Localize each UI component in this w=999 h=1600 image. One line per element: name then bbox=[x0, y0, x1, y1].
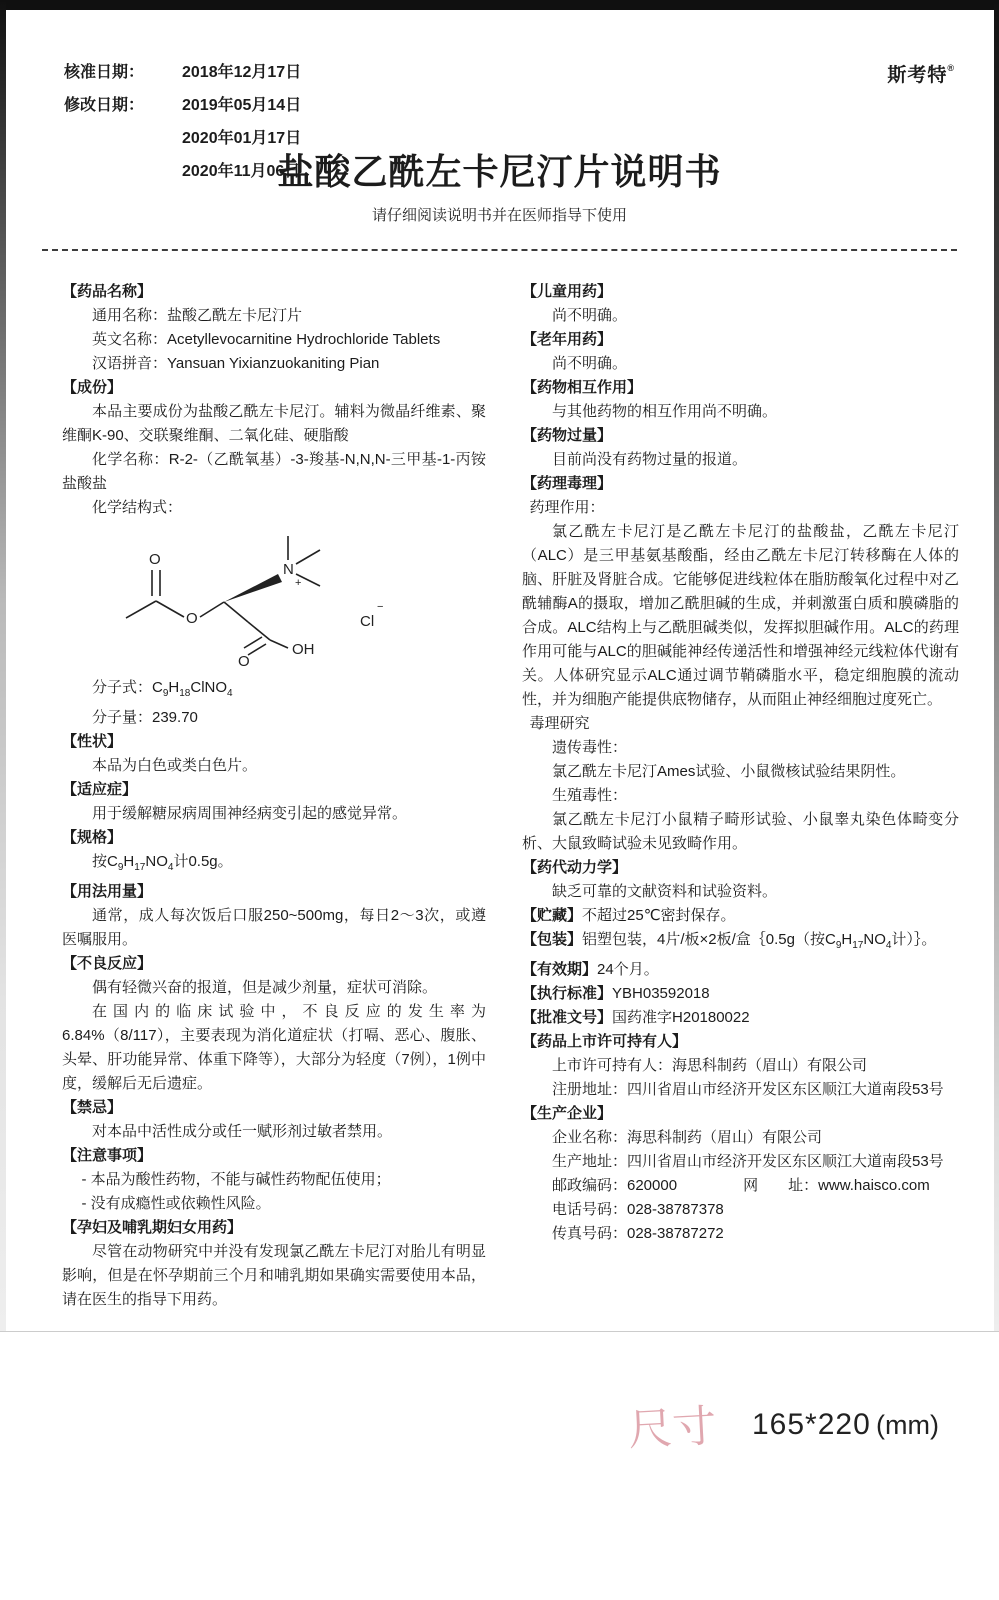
brand-logo bbox=[887, 60, 955, 87]
section-heading: 【药物相互作用】 bbox=[522, 379, 643, 396]
formula-subscript: 4 bbox=[167, 862, 174, 873]
page-subtitle: 请仔细阅读说明书并在医师指导下使用 bbox=[371, 207, 627, 224]
formula-subscript: 17 bbox=[134, 862, 146, 873]
paragraph: 汉语拼音：Yansuan Yixianzuokaniting Pian bbox=[92, 355, 380, 372]
formula-text: 计）｝。 bbox=[891, 931, 937, 948]
date-label: 修改日期： bbox=[64, 97, 145, 114]
atom-label-acid-o: O bbox=[238, 653, 250, 670]
paragraph: 遗传毒性： bbox=[552, 739, 628, 756]
paragraph: 分子量：239.70 bbox=[92, 709, 198, 726]
left-column bbox=[62, 280, 486, 1312]
formula-line bbox=[62, 850, 486, 880]
page-title: 盐酸乙酰左卡尼汀片说明书 bbox=[277, 151, 722, 192]
section-heading: 【生产企业】 bbox=[522, 1105, 613, 1122]
section-heading: 【禁忌】 bbox=[62, 1099, 123, 1116]
atom-label-cl: Cl bbox=[360, 613, 375, 630]
page-border-bottom bbox=[0, 1331, 999, 1332]
section-heading: 【老年用药】 bbox=[522, 331, 613, 348]
section-heading: 【药理毒理】 bbox=[522, 475, 613, 492]
date-value: 2018年12月17日 bbox=[182, 64, 302, 81]
section-heading: 【孕妇及哺乳期妇女用药】 bbox=[62, 1219, 243, 1236]
inline-heading-line bbox=[522, 1006, 959, 1030]
note-list-item: - 没有成瘾性或依赖性风险。 bbox=[81, 1195, 271, 1212]
paragraph: 传真号码：028-38787272 bbox=[552, 1225, 724, 1242]
paragraph: 氯乙酰左卡尼汀Ames试验、小鼠微核试验结果阴性。 bbox=[552, 763, 906, 780]
paragraph: 对本品中活性成分或任一赋形剂过敏者禁用。 bbox=[92, 1123, 393, 1140]
sub-heading: 药理作用： bbox=[529, 499, 605, 516]
sub-heading: 毒理研究 bbox=[529, 715, 590, 732]
formula-subscript: 9 bbox=[117, 862, 124, 873]
line-part: 邮政编码：620000 bbox=[552, 1177, 678, 1194]
right-column bbox=[522, 280, 959, 1312]
section-heading: 【不良反应】 bbox=[62, 955, 153, 972]
formula-text: ClNO bbox=[190, 679, 228, 696]
paragraph: 通常，成人每次饭后口服250~500mg，每日2～3次，或遵医嘱服用。 bbox=[62, 907, 486, 948]
atom-charge-minus: − bbox=[377, 601, 384, 613]
paragraph: 尚不明确。 bbox=[552, 355, 628, 372]
paragraph: 化学结构式： bbox=[92, 499, 183, 516]
date-value: 2020年11月06日 bbox=[182, 163, 301, 180]
section-heading: 【成份】 bbox=[62, 379, 123, 396]
paragraph: 目前尚没有药物过量的报道。 bbox=[552, 451, 748, 468]
paragraph: 在国内的临床试验中，不良反应的发生率为6.84%（8/117），主要表现为消化道症状（打嗝、恶心、腹胀、头晕、肝功能异常、体重下降等），大部分为轻度（7例），1例中度，缓解后无后遗症。 bbox=[62, 1003, 486, 1092]
paragraph: 与其他药物的相互作用尚不明确。 bbox=[552, 403, 778, 420]
section-heading: 【药品上市许可持有人】 bbox=[522, 1033, 688, 1050]
body-columns bbox=[0, 268, 999, 1312]
section-heading: 【注意事项】 bbox=[62, 1147, 153, 1164]
formula-text: 铝塑包装，4片/板×2板/盒｛0.5g（按C bbox=[582, 931, 836, 948]
paragraph: 尚不明确。 bbox=[552, 307, 628, 324]
date-value: 2019年05月14日 bbox=[182, 97, 302, 114]
paragraph: 生殖毒性： bbox=[552, 787, 628, 804]
dashed-divider bbox=[42, 249, 957, 251]
formula-text: H bbox=[841, 931, 853, 948]
formula-text: 按C bbox=[92, 853, 118, 870]
paragraph: 本品主要成份为盐酸乙酰左卡尼汀。辅料为微晶纤维素、聚维酮K-90、交联聚维酮、二氧化硅、硬脂酸 bbox=[62, 403, 486, 444]
paragraph: 氯乙酰左卡尼汀小鼠精子畸形试验、小鼠睾丸染色体畸变分析、大鼠致畸试验未见致畸作用。 bbox=[522, 811, 959, 852]
formula-text: H bbox=[123, 853, 135, 870]
paragraph: 上市许可持有人：海思科制药（眉山）有限公司 bbox=[552, 1057, 868, 1074]
inline-heading: 【包装】 bbox=[522, 931, 583, 948]
formula-subscript: 17 bbox=[852, 940, 864, 951]
inline-text: 国药准字H20180022 bbox=[612, 1009, 750, 1026]
two-part-line bbox=[522, 1174, 959, 1198]
inline-text: YBH03592018 bbox=[612, 985, 710, 1002]
formula-subscript: 9 bbox=[162, 688, 169, 699]
inline-heading-line bbox=[522, 904, 959, 928]
formula-text: 分子式：C bbox=[92, 679, 163, 696]
paragraph: 本品为白色或类白色片。 bbox=[92, 757, 258, 774]
paragraph: 尽管在动物研究中并没有发现氯乙酰左卡尼汀对胎儿有明显影响，但是在怀孕期前三个月和哺乳期如果确实需要使用本品，请在医生的指导下用药。 bbox=[62, 1243, 486, 1308]
paragraph: 化学名称：R-2-（乙酰氧基）-3-羧基-N,N,N-三甲基-1-丙铵盐酸盐 bbox=[62, 451, 486, 492]
inline-heading: 【执行标准】 bbox=[522, 985, 613, 1002]
paragraph: 偶有轻微兴奋的报道，但是减少剂量，症状可消除。 bbox=[92, 979, 438, 996]
chemical-structure bbox=[92, 522, 486, 674]
paragraph: 通用名称：盐酸乙酰左卡尼汀片 bbox=[92, 307, 303, 324]
section-heading: 【用法用量】 bbox=[62, 883, 153, 900]
inline-heading-line bbox=[522, 928, 959, 958]
formula-subscript: 18 bbox=[179, 688, 191, 699]
inline-text: 24个月。 bbox=[597, 961, 659, 978]
line-part: 网 址：www.haisco.com bbox=[743, 1177, 930, 1194]
inline-heading: 【贮藏】 bbox=[522, 907, 583, 924]
section-heading: 【性状】 bbox=[62, 733, 123, 750]
note-list-item: - 本品为酸性药物，不能与碱性药物配伍使用； bbox=[81, 1171, 391, 1188]
date-label: 核准日期： bbox=[64, 64, 145, 81]
section-heading: 【儿童用药】 bbox=[522, 283, 613, 300]
formula-subscript: 4 bbox=[227, 688, 233, 699]
inline-heading-line bbox=[522, 982, 959, 1006]
handwritten-size-label: 尺寸 bbox=[627, 1401, 718, 1456]
formula-text: NO bbox=[145, 853, 168, 870]
inline-heading-line bbox=[522, 958, 959, 982]
header bbox=[0, 0, 999, 268]
section-heading: 【适应症】 bbox=[62, 781, 138, 798]
brand-name: 斯考特 bbox=[887, 65, 948, 86]
date-value: 2020年01月17日 bbox=[182, 130, 302, 147]
section-heading: 【药品名称】 bbox=[62, 283, 153, 300]
formula-text: NO bbox=[863, 931, 886, 948]
atom-label-ester-o: O bbox=[186, 610, 198, 627]
formula-text: 计0.5g。 bbox=[173, 853, 233, 870]
atom-charge-plus: + bbox=[295, 577, 302, 589]
atom-label-n: N bbox=[283, 561, 294, 578]
chemical-structure-drawing bbox=[92, 522, 452, 672]
section-heading: 【规格】 bbox=[62, 829, 123, 846]
inline-text: 不超过25℃密封保存。 bbox=[582, 907, 736, 924]
paragraph: 电话号码：028-38787378 bbox=[552, 1201, 724, 1218]
formula-subscript: 9 bbox=[835, 940, 842, 951]
atom-label-acid-oh: OH bbox=[292, 641, 315, 658]
paragraph: 氯乙酰左卡尼汀是乙酰左卡尼汀的盐酸盐，乙酰左卡尼汀（ALC）是三甲基氨基酸酯，经由乙酰左卡尼汀转移酶在人体的脑、肝脏及肾脏合成。它能够促进线粒体在脂肪酸氧化过程中对乙酰辅酶A的摄取，增加乙酰胆碱的生成，并刺激蛋白质和膜磷脂的合成。ALC结构上与乙酰胆碱类似，发挥拟胆碱作用。ALC的药理作用可能与ALC的胆碱能神经传递活性和增强神经元线粒体代谢有关。人体研究显示ALC通过调节鞘磷脂水平，稳定细胞膜的流动性，并为细胞产能提供底物储存，从而阻止神经细胞过度死亡。 bbox=[522, 523, 959, 708]
paragraph: 注册地址：四川省眉山市经济开发区东区顺江大道南段53号 bbox=[552, 1081, 944, 1098]
atom-label-carbonyl-o: O bbox=[149, 551, 161, 568]
size-value: 165*220 bbox=[752, 1408, 871, 1441]
paragraph: 缺乏可靠的文献资料和试验资料。 bbox=[552, 883, 778, 900]
date-row bbox=[64, 89, 301, 122]
size-unit: (mm) bbox=[876, 1410, 939, 1440]
registered-mark: ® bbox=[947, 63, 955, 73]
paragraph: 英文名称：Acetyllevocarnitine Hydrochloride Tablets bbox=[92, 331, 441, 348]
paragraph: 生产地址：四川省眉山市经济开发区东区顺江大道南段53号 bbox=[552, 1153, 944, 1170]
inline-heading: 【批准文号】 bbox=[522, 1009, 613, 1026]
formula-line bbox=[62, 676, 486, 706]
inline-heading: 【有效期】 bbox=[522, 961, 598, 978]
formula-subscript: 4 bbox=[885, 940, 892, 951]
paragraph: 用于缓解糖尿病周围神经病变引起的感觉异常。 bbox=[92, 805, 408, 822]
paragraph: 企业名称：海思科制药（眉山）有限公司 bbox=[552, 1129, 823, 1146]
date-row bbox=[64, 56, 301, 89]
formula-text: H bbox=[168, 679, 180, 696]
section-heading: 【药物过量】 bbox=[522, 427, 613, 444]
section-heading: 【药代动力学】 bbox=[522, 859, 628, 876]
